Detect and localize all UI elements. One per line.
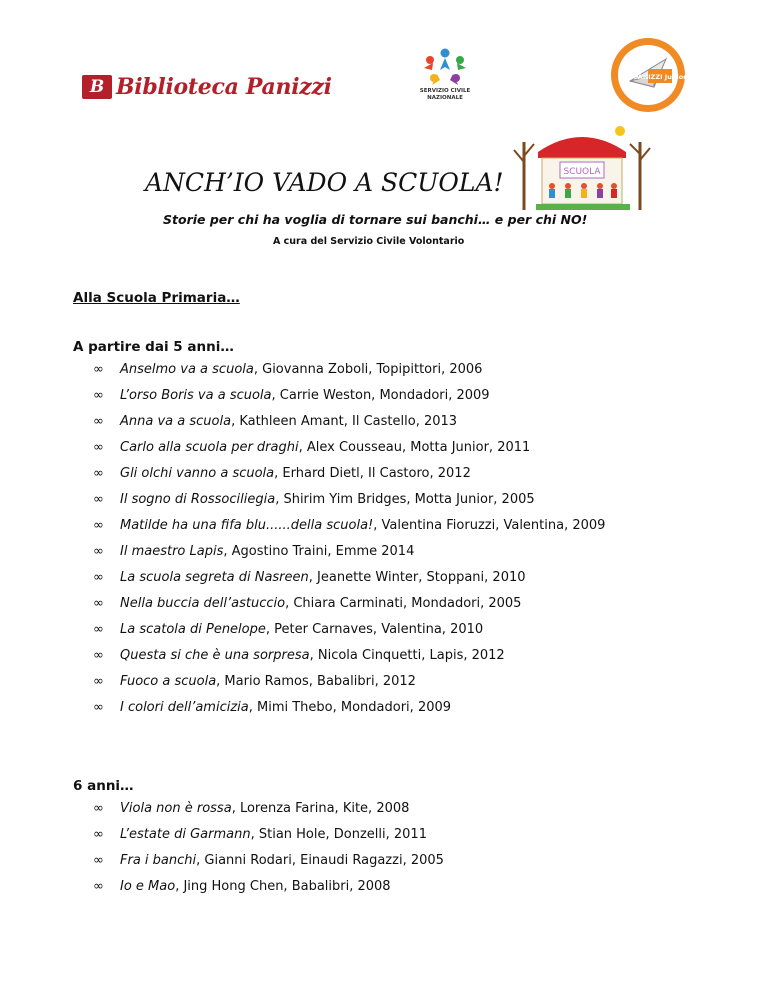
- list-item: [93, 591, 733, 617]
- junior-logo-text: PANIZZI Junior: [633, 73, 687, 81]
- book-details: , Erhard Dietl, Il Castoro, 2012: [274, 466, 471, 481]
- list-item: [93, 796, 733, 822]
- book-title: L’orso Boris va a scuola: [120, 388, 272, 403]
- book-details: , Kathleen Amant, Il Castello, 2013: [231, 414, 458, 429]
- book-details: , Valentina Fioruzzi, Valentina, 2009: [373, 518, 606, 533]
- list-item: [93, 617, 733, 643]
- book-title: Carlo alla scuola per draghi: [120, 440, 299, 455]
- book-title: Viola non è rossa: [120, 801, 232, 816]
- infinity-bullet-icon: ∞: [93, 570, 104, 585]
- infinity-bullet-icon: ∞: [93, 853, 104, 868]
- panizzi-junior-logo: [608, 35, 688, 115]
- book-title: Gli olchi vanno a scuola: [120, 466, 275, 481]
- book-details: , Nicola Cinquetti, Lapis, 2012: [309, 648, 505, 663]
- infinity-bullet-icon: ∞: [93, 674, 104, 689]
- book-details: , Mario Ramos, Babalibri, 2012: [216, 674, 416, 689]
- infinity-bullet-icon: ∞: [93, 440, 104, 455]
- servizio-civile-logo-text: SERVIZIO CIVILE NAZIONALE: [419, 88, 471, 101]
- biblioteca-logo-text: Biblioteca Panizzi: [116, 74, 332, 100]
- book-list-5-anni: [93, 357, 733, 721]
- list-item: [93, 383, 733, 409]
- book-title: Anna va a scuola: [120, 414, 232, 429]
- curator-note: A cura del Servizio Civile Volontario: [273, 236, 465, 247]
- book-details: , Carrie Weston, Mondadori, 2009: [271, 388, 490, 403]
- group-title-6-anni: 6 anni…: [73, 778, 134, 794]
- book-details: , Chiara Carminati, Mondadori, 2005: [285, 596, 522, 611]
- infinity-bullet-icon: ∞: [93, 879, 104, 894]
- list-item: [93, 435, 733, 461]
- list-item: [93, 513, 733, 539]
- list-item: [93, 643, 733, 669]
- book-title: L’estate di Garmann: [120, 827, 251, 842]
- infinity-bullet-icon: ∞: [93, 388, 104, 403]
- book-details: , Mimi Thebo, Mondadori, 2009: [248, 700, 452, 715]
- book-title: Anselmo va a scuola: [120, 362, 254, 377]
- list-item: [93, 669, 733, 695]
- infinity-bullet-icon: ∞: [93, 622, 104, 637]
- book-title: I colori dell’amicizia: [120, 700, 249, 715]
- list-item: [93, 409, 733, 435]
- list-item: [93, 822, 733, 848]
- infinity-bullet-icon: ∞: [93, 827, 104, 842]
- list-item: [93, 874, 733, 900]
- book-details: , Peter Carnaves, Valentina, 2010: [265, 622, 484, 637]
- book-details: , Stian Hole, Donzelli, 2011: [250, 827, 427, 842]
- infinity-bullet-icon: ∞: [93, 492, 104, 507]
- group-title-5-anni: A partire dai 5 anni…: [73, 339, 234, 355]
- book-details: , Jing Hong Chen, Babalibri, 2008: [175, 879, 391, 894]
- book-title: Fuoco a scuola: [120, 674, 217, 689]
- book-details: , Giovanna Zoboli, Topipittori, 2006: [253, 362, 483, 377]
- servizio-civile-star-logo: [410, 44, 480, 116]
- biblioteca-logo-mark: B: [82, 75, 112, 99]
- section-title: Alla Scuola Primaria…: [73, 290, 240, 306]
- list-item: [93, 695, 733, 721]
- school-illustration: [512, 122, 654, 212]
- book-title: La scuola segreta di Nasreen: [120, 570, 309, 585]
- book-title: Questa si che è una sorpresa: [120, 648, 310, 663]
- book-details: , Agostino Traini, Emme 2014: [223, 544, 415, 559]
- book-details: , Gianni Rodari, Einaudi Ragazzi, 2005: [196, 853, 444, 868]
- book-details: , Alex Cousseau, Motta Junior, 2011: [298, 440, 531, 455]
- page-subtitle: Storie per chi ha voglia di tornare sui banchi… e per chi NO!: [163, 212, 588, 227]
- infinity-bullet-icon: ∞: [93, 518, 104, 533]
- infinity-bullet-icon: ∞: [93, 362, 104, 377]
- book-title: Io e Mao: [120, 879, 176, 894]
- infinity-bullet-icon: ∞: [93, 596, 104, 611]
- book-title: La scatola di Penelope: [120, 622, 266, 637]
- infinity-bullet-icon: ∞: [93, 466, 104, 481]
- infinity-bullet-icon: ∞: [93, 414, 104, 429]
- book-title: Fra i banchi: [120, 853, 197, 868]
- book-title: Nella buccia dell’astuccio: [120, 596, 286, 611]
- biblioteca-panizzi-logo: [82, 74, 332, 100]
- infinity-bullet-icon: ∞: [93, 801, 104, 816]
- list-item: [93, 565, 733, 591]
- list-item: [93, 487, 733, 513]
- book-title: Il maestro Lapis: [120, 544, 224, 559]
- list-item: [93, 357, 733, 383]
- infinity-bullet-icon: ∞: [93, 544, 104, 559]
- book-title: Matilde ha una fifa blu......della scuola!: [120, 518, 374, 533]
- infinity-bullet-icon: ∞: [93, 700, 104, 715]
- book-title: Il sogno di Rossociliegia: [120, 492, 276, 507]
- book-details: , Shirim Yim Bridges, Motta Junior, 2005: [275, 492, 535, 507]
- list-item: [93, 539, 733, 565]
- book-details: , Jeanette Winter, Stoppani, 2010: [308, 570, 526, 585]
- list-item: [93, 461, 733, 487]
- book-list-6-anni: [93, 796, 733, 900]
- list-item: [93, 848, 733, 874]
- star-people-icon: [410, 44, 480, 88]
- book-details: , Lorenza Farina, Kite, 2008: [231, 801, 410, 816]
- infinity-bullet-icon: ∞: [93, 648, 104, 663]
- illustration-label: SCUOLA: [563, 167, 601, 177]
- page-title: ANCH’IO VADO A SCUOLA!: [145, 168, 504, 197]
